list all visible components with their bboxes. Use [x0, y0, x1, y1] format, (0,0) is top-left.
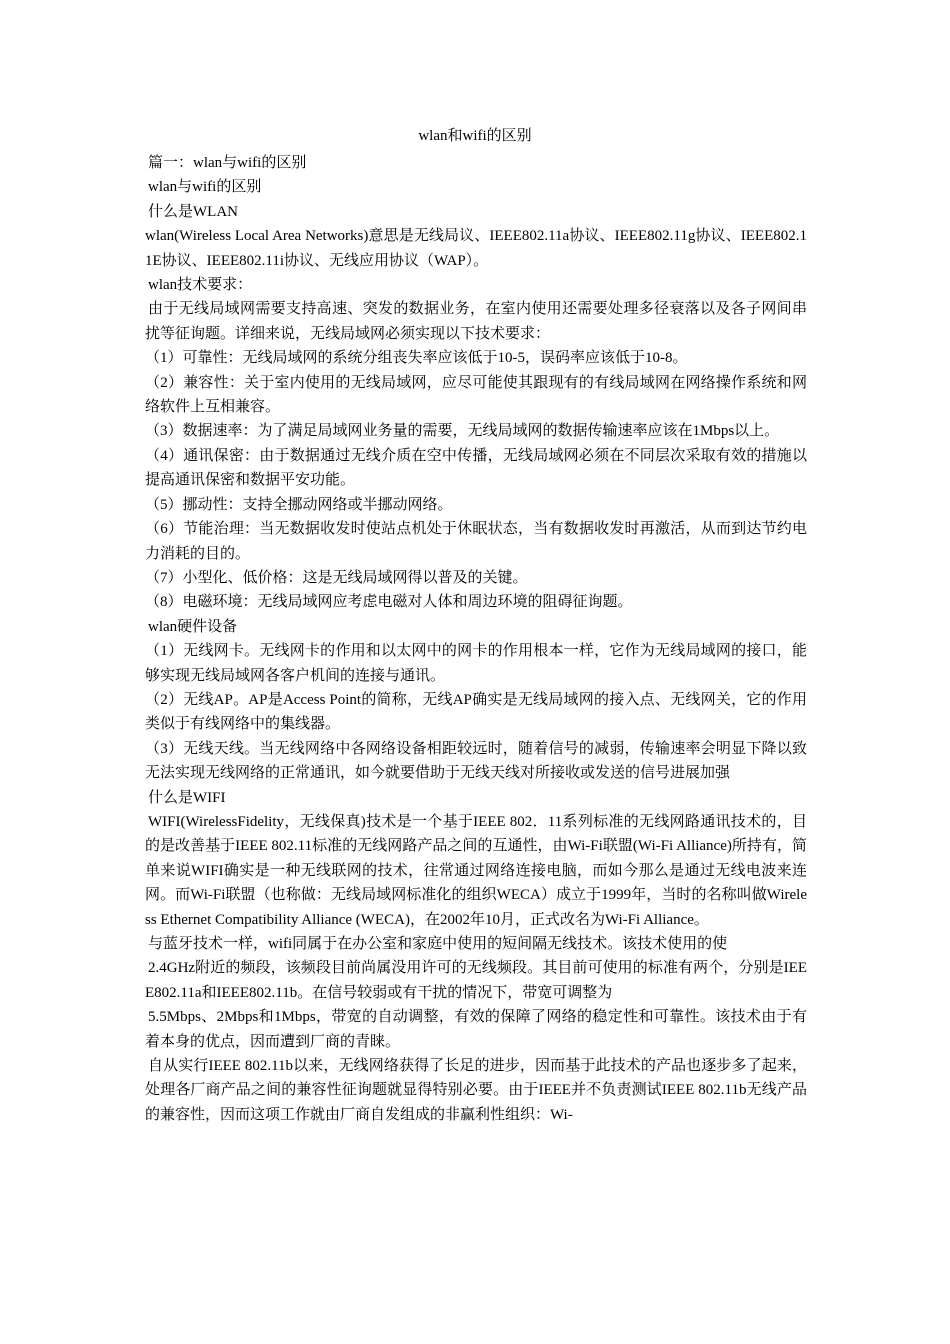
- paragraph-requirement-size-price: （7）小型化、低价格：这是无线局域网得以普及的关键。: [145, 569, 528, 586]
- paragraph-wlan-hardware-heading: wlan硬件设备: [148, 618, 238, 635]
- document-body: [145, 151, 807, 1127]
- paragraph-hardware-antenna: （3）无线天线。当无线网络中各网络设备相距较远时，随着信号的减弱，传输速率会明显下降以致无法实现无线网络的正常通讯，如今就要借助于无线天线对所接收或发送的信号进展加强: [145, 740, 807, 782]
- paragraph-hardware-ap: （2）无线AP。AP是Access Point的简称，无线AP确实是无线局域网的接入点、无线网关，它的作用类似于有线网络中的集线器。: [145, 691, 807, 733]
- paragraph-wifi-history: 自从实行IEEE 802.11b以来，无线网络获得了长足的进步，因而基于此技术的产品也逐步多了起来，处理各厂商产品之间的兼容性征询题就显得特别必要。由于IEEE并不负责测试IEEE 802.11b无线产品的兼容性，因而这项工作就由厂商自发组成的非赢利性组织：Wi-: [145, 1058, 807, 1123]
- paragraph-chapter-heading: 篇一：wlan与wifi的区别: [148, 155, 307, 171]
- paragraph-wifi-bluetooth: 与蓝牙技术一样，wifi同属于在办公室和家庭中使用的短间隔无线技术。该技术使用的使: [148, 936, 728, 952]
- document-title: wlan和wifi的区别: [418, 128, 532, 144]
- paragraph-wifi-definition: WIFI(WirelessFidelity，无线保真)技术是一个基于IEEE 802．11系列标准的无线网路通讯技术的，目的是改善基于IEEE 802.11标准的无线网路产品之间的互通性，由Wi-Fi联盟(Wi-Fi Alliance)所持有，简单来说WIFI确实是一种无线联网的技术，往常通过网络连接电脑，而如今那么是通过无线电波来连网。而Wi-Fi联盟（也称做：无线局域网标准化的组织WECA）成立于1999年，当时的名称叫做Wireless Ethernet Compatibility Alliance (WECA)，在2002年10月，正式改名为Wi-Fi Alliance。: [145, 813, 807, 928]
- paragraph-requirement-security: （4）通讯保密：由于数据通过无线介质在空中传播，无线局域网必须在不同层次采取有效的措施以提高通讯保密和数据平安功能。: [145, 447, 807, 489]
- paragraph-subtitle: wlan与wifi的区别: [148, 179, 262, 196]
- paragraph-wlan-definition: wlan(Wireless Local Area Networks)意思是无线局议、IEEE802.11a协议、IEEE802.11g协议、IEEE802.11E协议、IEEE802.11i协议、无线应用协议（WAP）。: [145, 228, 807, 269]
- paragraph-hardware-nic: （1）无线网卡。无线网卡的作用和以太网中的网卡的作用根本一样，它作为无线局域网的接口，能够实现无线局域网各客户机间的连接与通讯。: [145, 643, 807, 684]
- paragraph-requirement-mobility: （5）挪动性：支持全挪动网络或半挪动网络。: [145, 496, 453, 513]
- paragraph-wifi-bandwidth: 5.5Mbps、2Mbps和1Mbps，带宽的自动调整，有效的保障了网络的稳定性和可靠性。该技术由于有着本身的优点，因而遭到厂商的青睐。: [145, 1009, 807, 1050]
- paragraph-requirement-data-rate: （3）数据速率：为了满足局域网业务量的需要，无线局域网的数据传输速率应该在1Mbps以上。: [145, 423, 780, 440]
- paragraph-requirement-emc: （8）电磁环境：无线局域网应考虑电磁对人体和周边环境的阻碍征询题。: [145, 594, 633, 611]
- paragraph-requirement-power: （6）节能治理：当无数据收发时使站点机处于休眠状态，当有数据收发时再激活，从而到达节约电力消耗的目的。: [145, 521, 807, 562]
- paragraph-wlan-requirements-heading: wlan技术要求：: [148, 277, 253, 294]
- paragraph-what-is-wlan: 什么是WLAN: [148, 203, 238, 220]
- paragraph-wifi-frequency: 2.4GHz附近的频段，该频段目前尚属没用许可的无线频段。其目前可使用的标准有两个，分别是IEEE802.11a和IEEE802.11b。在信号较弱或有干扰的情况下，带宽可调整为: [145, 960, 807, 1001]
- paragraph-what-is-wifi: 什么是WIFI: [148, 789, 226, 806]
- paragraph-requirement-compatibility: （2）兼容性：关于室内使用的无线局域网，应尽可能使其跟现有的有线局域网在网络操作系统和网络软件上互相兼容。: [145, 374, 807, 416]
- paragraph-requirement-reliability: （1）可靠性：无线局域网的系统分组丧失率应该低于10-5，误码率应该低于10-8。: [145, 350, 688, 367]
- paragraph-wlan-requirements-intro: 由于无线局域网需要支持高速、突发的数据业务，在室内使用还需要处理多径衰落以及各子网间串扰等征询题。详细来说，无线局域网必须实现以下技术要求：: [145, 301, 807, 342]
